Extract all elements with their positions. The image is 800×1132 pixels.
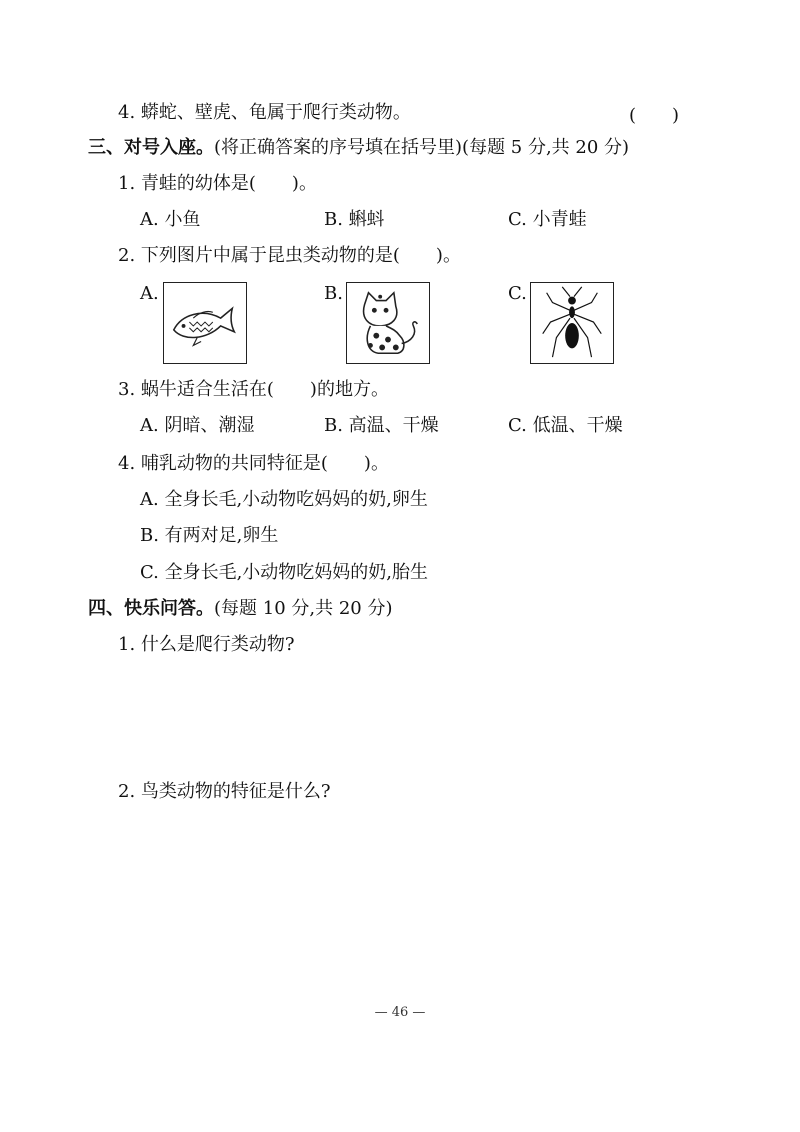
s3q2-option-c[interactable]: C. xyxy=(508,283,527,304)
section-4-title: 四、快乐问答。 xyxy=(88,598,214,619)
s3q3-option-c[interactable]: C. 低温、干燥 xyxy=(508,415,623,436)
cat-image[interactable] xyxy=(346,282,430,364)
page-number: — 46 — xyxy=(374,1005,426,1020)
s3q1-option-a[interactable]: A. 小鱼 xyxy=(140,209,201,230)
ant-icon xyxy=(531,283,613,363)
s3-question-3: 3. 蜗牛适合生活在( )的地方。 xyxy=(118,379,389,400)
s4-question-2: 2. 鸟类动物的特征是什么? xyxy=(118,781,331,802)
s3-question-1: 1. 青蛙的幼体是( )。 xyxy=(118,173,317,194)
section-4-note: (每题 10 分,共 20 分) xyxy=(214,598,393,619)
section-4-heading xyxy=(88,597,392,621)
s3q1-option-b[interactable]: B. 蝌蚪 xyxy=(324,209,385,230)
s3q4-option-a[interactable]: A. 全身长毛,小动物吃妈妈的奶,卵生 xyxy=(140,489,428,510)
s3q1-option-c[interactable]: C. 小青蛙 xyxy=(508,209,587,230)
s4q2-answer-area[interactable] xyxy=(118,812,678,982)
s3q3-option-a[interactable]: A. 阴暗、潮湿 xyxy=(140,415,255,436)
s3-question-2: 2. 下列图片中属于昆虫类动物的是( )。 xyxy=(118,245,461,266)
section-3-title: 三、对号入座。 xyxy=(88,137,214,158)
s3q2-option-a[interactable]: A. xyxy=(140,283,159,304)
fish-icon xyxy=(164,283,246,363)
s4q1-answer-area[interactable] xyxy=(118,664,678,764)
answer-paren[interactable]: ( ) xyxy=(629,105,680,126)
s3q4-option-c[interactable]: C. 全身长毛,小动物吃妈妈的奶,胎生 xyxy=(140,562,429,583)
s3q2-option-b[interactable]: B. xyxy=(324,283,343,304)
s4-question-1: 1. 什么是爬行类动物? xyxy=(118,634,295,655)
ant-image[interactable] xyxy=(530,282,614,364)
section-3-heading xyxy=(88,136,629,160)
s3q3-option-b[interactable]: B. 高温、干燥 xyxy=(324,415,439,436)
section-3-note: (将正确答案的序号填在括号里)(每题 5 分,共 20 分) xyxy=(214,137,630,158)
s3-question-4: 4. 哺乳动物的共同特征是( )。 xyxy=(118,453,389,474)
question-prev-4: 4. 蟒蛇、壁虎、龟属于爬行类动物。 xyxy=(118,102,411,123)
fish-image[interactable] xyxy=(163,282,247,364)
cat-icon xyxy=(347,283,429,363)
s3q4-option-b[interactable]: B. 有两对足,卵生 xyxy=(140,525,279,546)
